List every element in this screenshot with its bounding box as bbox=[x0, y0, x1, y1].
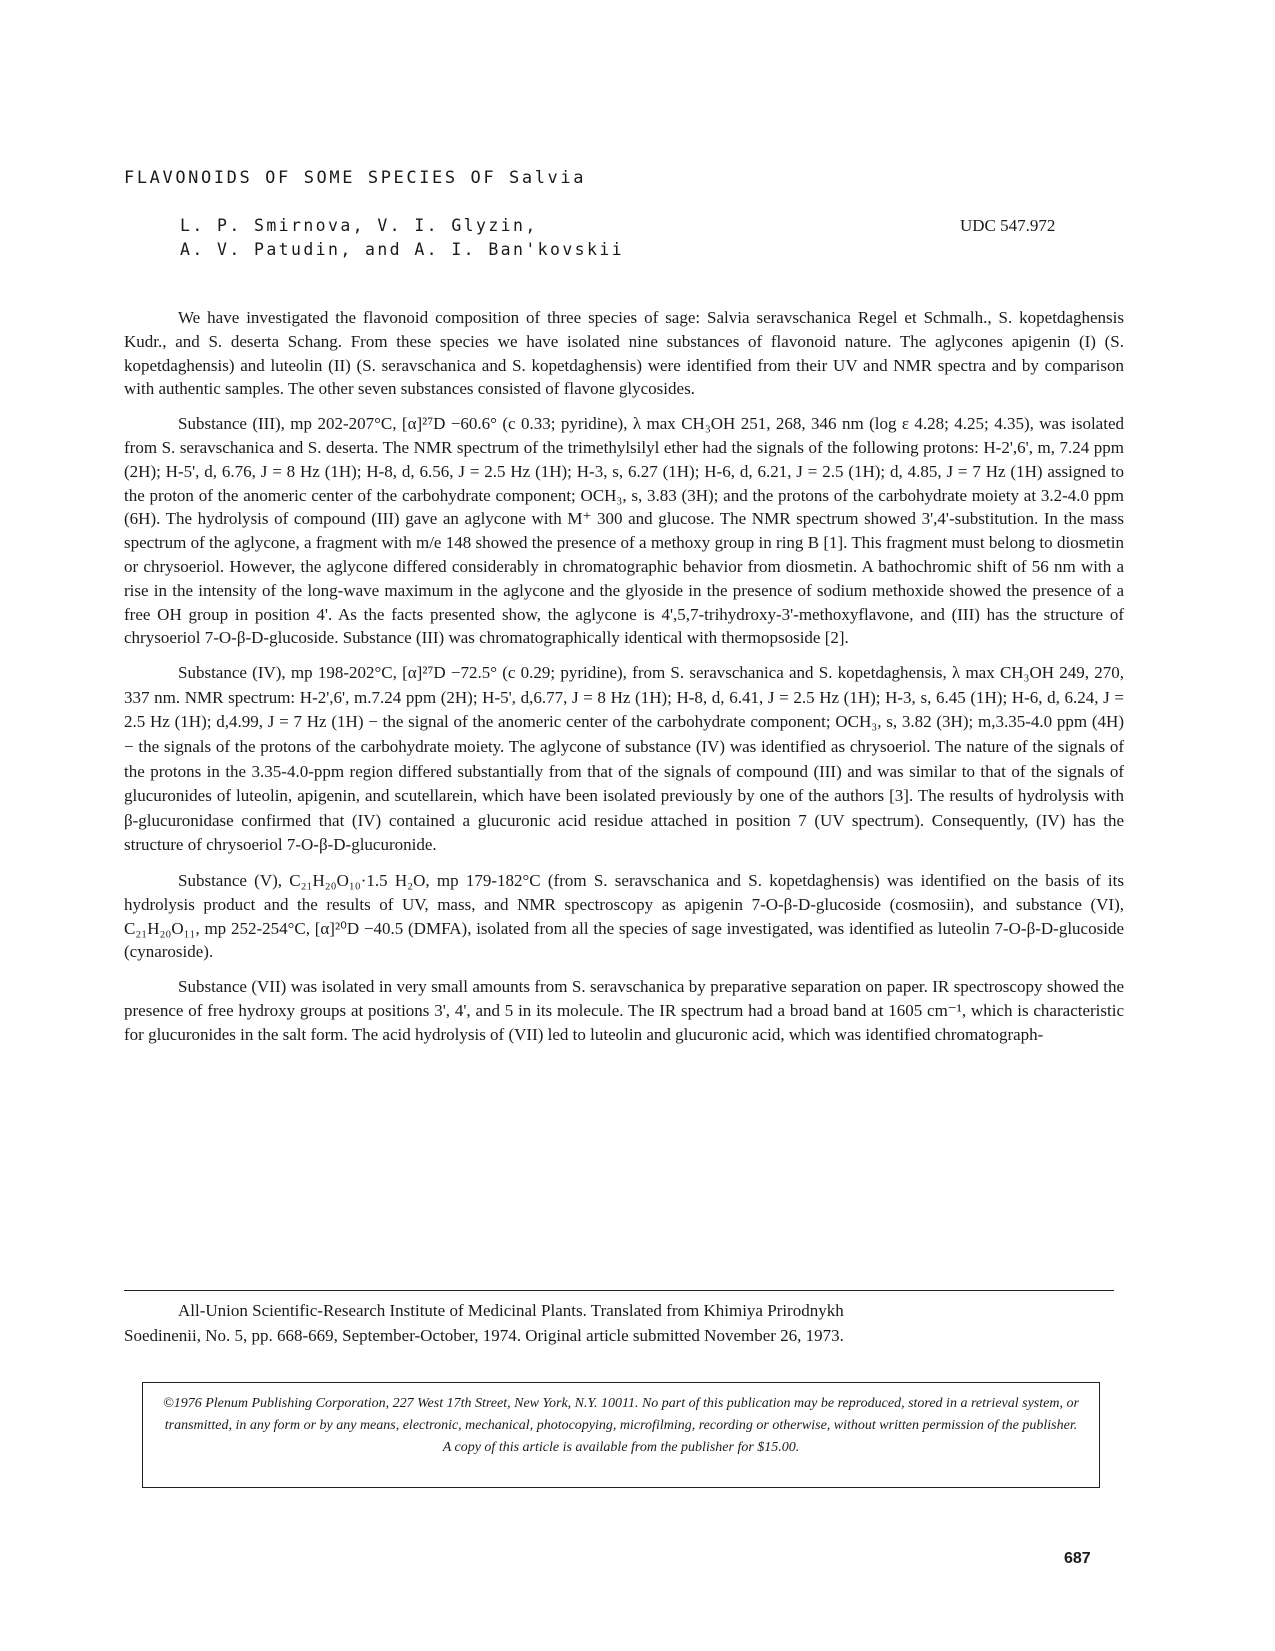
page-number: 687 bbox=[1064, 1550, 1091, 1567]
footnote bbox=[124, 1299, 1114, 1348]
body-paragraph: Substance (III), mp 202-207°C, [α]²⁷D −60.6° (c 0.33; pyridine), λ max CH₃OH 251, 268, 346 nm (log ε 4.28; 4.25; 4.35), was isolated from S. seravschanica and S. deserta. The NMR spectrum of the trimethylsilyl ether had the signals of the following protons: H-2',6', m, 7.24 ppm (2H); H-5', d, 6.76, J = 8 Hz (1H); H-8, d, 6.56, J = 2.5 Hz (1H); H-3, s, 6.27 (1H); H-6, d, 6.21, J = 2.5 (1H); d, 4.85, J = 7 Hz (1H) assigned to the proton of the anomeric center of the carbohydrate component; OCH₃, s, 3.83 (3H); and the protons of the carbohydrate moiety at 3.2-4.0 ppm (6H). The hydrolysis of compound (III) gave an aglycone with M⁺ 300 and glucose. The NMR spectrum showed 3',4'-substitution. In the mass spectrum of the aglycone, a fragment with m/e 148 showed the presence of a methoxy group in ring B [1]. This fragment must belong to diosmetin or chrysoeriol. However, the aglycone differed considerably in chromatographic behavior from diosmetin. A bathochromic shift of 56 nm with a rise in the intensity of the long-wave maximum in the aglycone and the glyoside in the presence of sodium methoxide showed the presence of a free OH group in position 4'. As the facts presented show, the aglycone is 4',5,7-trihydroxy-3'-methoxyflavone, and (III) has the structure of chrysoeriol 7-O-β-D-glucoside. Substance (III) was chromatographically identical with thermopsoside [2]. bbox=[124, 414, 1124, 648]
author-line-2: A. V. Patudin, and A. I. Ban'kovskii bbox=[180, 240, 625, 259]
body-paragraph: Substance (V), C₂₁H₂₀O₁₀·1.5 H₂O, mp 179-182°C (from S. seravschanica and S. kopetdaghensis) was identified on the basis of its hydrolysis product and the results of UV, mass, and NMR spectroscopy as apigenin 7-O-β-D-glucoside (cosmosiin), and substance (VI), C₂₁H₂₀O₁₁, mp 252-254°C, [α]²⁰D −40.5 (DMFA), isolated from all the species of sage investigated, was identified as luteolin 7-O-β-D-glucoside (cynaroside). bbox=[124, 870, 1124, 962]
body-paragraph: We have investigated the flavonoid composition of three species of sage: Salvia seravschanica Regel et Schmalh., S. kopetdaghensis Kudr., and S. deserta Schang. From these species we have isolated nine substances of flavonoid nature. The aglycones apigenin (I) (S. kopetdaghensis) and luteolin (II) (S. seravschanica and S. kopetdaghensis) were identified from their UV and NMR spectra and by comparison with authentic samples. The other seven substances consisted of flavone glycosides. bbox=[124, 308, 1124, 399]
author-line-1: L. P. Smirnova, V. I. Glyzin, bbox=[180, 216, 538, 235]
footnote-line-1: All-Union Scientific-Research Institute of Medicinal Plants. Translated from Khimiya Prirodnykh bbox=[178, 1301, 844, 1320]
copyright-notice: ©1976 Plenum Publishing Corporation, 227 West 17th Street, New York, N.Y. 10011. No part of this publication may be reproduced, stored in a retrieval system, or transmitted, in any form or by any means, electronic, mechanical, photocopying, microfilming, recording or otherwise, without written permission of the publisher. A copy of this article is available from the publisher for $15.00. bbox=[142, 1382, 1100, 1488]
footnote-divider bbox=[124, 1290, 1114, 1291]
article-body bbox=[124, 306, 1124, 1057]
author-list bbox=[180, 214, 624, 262]
body-paragraph: Substance (VII) was isolated in very small amounts from S. seravschanica by preparative separation on paper. IR spectroscopy showed the presence of free hydroxy groups at positions 3', 4', and 5 in its molecule. The IR spectrum had a broad band at 1605 cm⁻¹, which is characteristic for glucuronides in the salt form. The acid hydrolysis of (VII) led to luteolin and glucuronic acid, which was identified chromatograph- bbox=[124, 977, 1124, 1044]
footnote-line-2: Soedinenii, No. 5, pp. 668-669, September-October, 1974. Original article submitted November 26, 1973. bbox=[124, 1325, 844, 1345]
udc-code: UDC 547.972 bbox=[960, 216, 1056, 235]
article-title: FLAVONOIDS OF SOME SPECIES OF Salvia bbox=[124, 168, 587, 188]
body-paragraph: Substance (IV), mp 198-202°C, [α]²⁷D −72.5° (c 0.29; pyridine), from S. seravschanica and S. kopetdaghensis, λ max CH₃OH 249, 270, 337 nm. NMR spectrum: H-2',6', m.7.24 ppm (2H); H-5', d,6.77, J = 8 Hz (1H); H-8, d, 6.41, J = 2.5 Hz (1H); H-3, s, 6.45 (1H); H-6, d, 6.24, J = 2.5 Hz (1H); d,4.99, J = 7 Hz (1H) − the signal of the anomeric center of the carbohydrate component; OCH₃, s, 3.82 (3H); m,3.35-4.0 ppm (4H) − the signals of the protons of the carbohydrate moiety. The aglycone of substance (IV) was identified as chrysoeriol. The nature of the signals of the protons in the 3.35-4.0-ppm region differed substantially from that of the signals of compound (III) and was similar to that of the signals of glucuronides of luteolin, apigenin, and scutellarein, which have been isolated previously by one of the authors [3]. The results of hydrolysis with β-glucuronidase confirmed that (IV) contained a glucuronic acid residue attached in position 7 (UV spectrum). Consequently, (IV) has the structure of chrysoeriol 7-O-β-D-glucuronide. bbox=[124, 663, 1124, 855]
